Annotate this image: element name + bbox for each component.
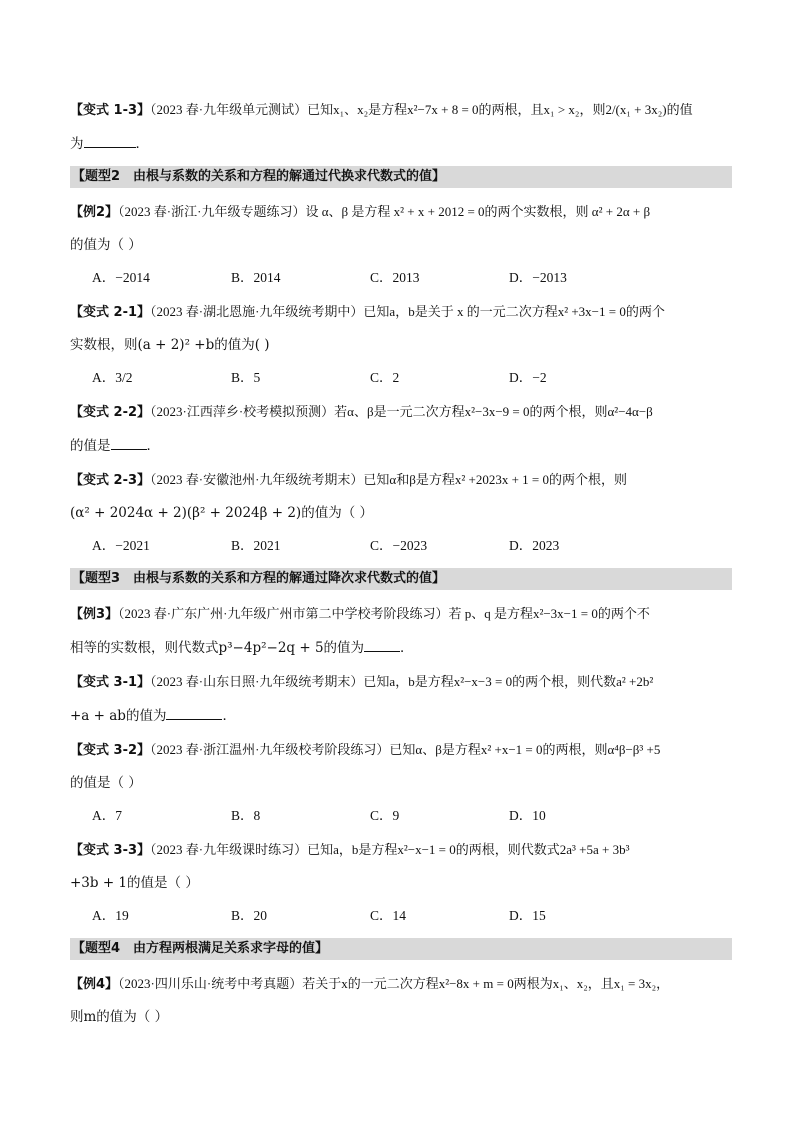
option-b[interactable]: B．2021 — [231, 538, 281, 553]
question-label: 【变式 2-3】 — [70, 473, 151, 488]
section-header-type4: 【题型4 由方程两根满足关系求字母的值】 — [70, 938, 732, 960]
example-2-line2: 的值为（ ） — [70, 237, 142, 253]
question-text: （2023 春·九年级单元测试）已知x₁、x₂是方程x²−7x + 8 = 0的两根，且x₁ > x₂，则2/(x₁ + 3x₂)的值 — [150, 102, 693, 117]
example-2-line1 — [70, 202, 730, 223]
options-v3-3 — [70, 906, 730, 926]
question-text: ． — [135, 136, 149, 152]
question-text: （2023 春·广东广州·九年级广州市第二中学校考阶段练习）若 p、q 是方程x²−3x−1 = 0的两个不 — [118, 606, 650, 621]
example-4-line2: 则m的值为（ ） — [70, 1009, 169, 1025]
question-text: +a + ab的值为 — [70, 708, 167, 724]
section-header-type2: 【题型2 由根与系数的关系和方程的解通过代换求代数式的值】 — [70, 166, 732, 188]
question-text: （2023 春·浙江·九年级专题练习）设 α、β 是方程 x² + x + 2012 = 0的两个实数根，则 α² + 2α + β — [118, 204, 651, 219]
question-v3-1-line2 — [70, 705, 730, 726]
option-c[interactable]: C．14 — [370, 908, 407, 923]
question-v2-1-line1 — [70, 302, 730, 323]
question-label: 【变式 1-3】 — [70, 103, 151, 118]
option-c[interactable]: C．9 — [370, 808, 400, 823]
option-c[interactable]: C．−2023 — [370, 538, 428, 553]
option-d[interactable]: D．−2013 — [509, 270, 567, 285]
options-v2-1 — [70, 368, 730, 388]
question-label: 【例4】 — [70, 977, 119, 992]
option-a[interactable]: A．7 — [92, 808, 122, 823]
question-text: （2023 春·山东日照·九年级统考期末）已知a，b是方程x²−x−3 = 0的两个根，则代数a² +2b² — [150, 674, 654, 689]
question-text: 为 — [70, 136, 84, 152]
question-v3-1-line1 — [70, 672, 730, 693]
option-b[interactable]: B．20 — [231, 908, 268, 923]
example-3-line1 — [70, 604, 730, 625]
option-b[interactable]: B．2014 — [231, 270, 281, 285]
document-page — [70, 100, 730, 1027]
question-label: 【变式 3-3】 — [70, 843, 151, 858]
answer-blank[interactable] — [111, 435, 147, 450]
question-text: （2023 春·九年级课时练习）已知a，b是方程x²−x−1 = 0的两根，则代数式2a³ +5a + 3b³ — [150, 842, 630, 857]
option-c[interactable]: C．2 — [370, 370, 400, 385]
question-label: 【变式 3-2】 — [70, 743, 151, 758]
question-v1-3-line2 — [70, 133, 730, 154]
option-d[interactable]: D．10 — [509, 808, 546, 823]
option-a[interactable]: A．−2021 — [92, 538, 150, 553]
question-label: 【变式 2-1】 — [70, 305, 151, 320]
section-header-type3: 【题型3 由根与系数的关系和方程的解通过降次求代数式的值】 — [70, 568, 732, 590]
option-b[interactable]: B．5 — [231, 370, 261, 385]
question-label: 【例2】 — [70, 205, 119, 220]
question-v2-3-line2: (α² + 2024α + 2)(β² + 2024β + 2)的值为（ ） — [70, 505, 373, 521]
question-label: 【变式 2-2】 — [70, 405, 151, 420]
question-text: （2023 春·湖北恩施·九年级统考期中）已知a，b是关于 x 的一元二次方程x² +3x−1 = 0的两个 — [150, 304, 665, 319]
question-label: 【变式 3-1】 — [70, 675, 151, 690]
question-v3-3-line1 — [70, 840, 730, 861]
question-text: 的值是 — [70, 438, 111, 454]
example-4-line1 — [70, 974, 730, 995]
option-d[interactable]: D．2023 — [509, 538, 560, 553]
question-text: ． — [222, 708, 236, 724]
question-text: （2023 春·浙江温州·九年级校考阶段练习）已知α、β是方程x² +x−1 = 0的两根，则α⁴β−β³ +5 — [150, 742, 661, 757]
question-v2-3-line1 — [70, 470, 730, 491]
options-v2-3 — [70, 536, 730, 556]
question-v3-2-line2: 的值是（ ） — [70, 775, 142, 791]
question-text: （2023·江西萍乡·校考模拟预测）若α、β是一元二次方程x²−3x−9 = 0的两个根，则α²−4α−β — [150, 404, 653, 419]
example-3-line2 — [70, 637, 730, 658]
question-v3-2-line1 — [70, 740, 730, 761]
question-v3-3-line2: +3b + 1的值是（ ） — [70, 875, 199, 891]
answer-blank[interactable] — [166, 705, 222, 720]
question-label: 【例3】 — [70, 607, 119, 622]
option-d[interactable]: D．15 — [509, 908, 546, 923]
option-a[interactable]: A．19 — [92, 908, 129, 923]
question-v2-2-line2 — [70, 435, 730, 456]
option-a[interactable]: A．3/2 — [92, 370, 133, 385]
option-a[interactable]: A．−2014 — [92, 270, 150, 285]
question-v2-1-line2: 实数根，则(a + 2)² +b的值为( ) — [70, 337, 270, 353]
question-text: ． — [400, 640, 414, 656]
question-text: （2023·四川乐山·统考中考真题）若关于x的一元二次方程x²−8x + m = 0两根为x₁、x₂，且x₁ = 3x₂， — [118, 976, 670, 991]
question-text: （2023 春·安徽池州·九年级统考期末）已知α和β是方程x² +2023x + 1 = 0的两个根，则 — [150, 472, 627, 487]
question-text: ． — [146, 438, 160, 454]
option-d[interactable]: D．−2 — [509, 370, 547, 385]
option-c[interactable]: C．2013 — [370, 270, 420, 285]
answer-blank[interactable] — [84, 133, 136, 148]
question-text: 相等的实数根，则代数式p³−4p²−2q + 5的值为 — [70, 640, 365, 656]
options-v3-2 — [70, 806, 730, 826]
option-b[interactable]: B．8 — [231, 808, 261, 823]
options-ex2 — [70, 268, 730, 288]
answer-blank[interactable] — [364, 637, 400, 652]
question-v2-2-line1 — [70, 402, 730, 423]
question-v1-3-line1 — [70, 100, 730, 121]
